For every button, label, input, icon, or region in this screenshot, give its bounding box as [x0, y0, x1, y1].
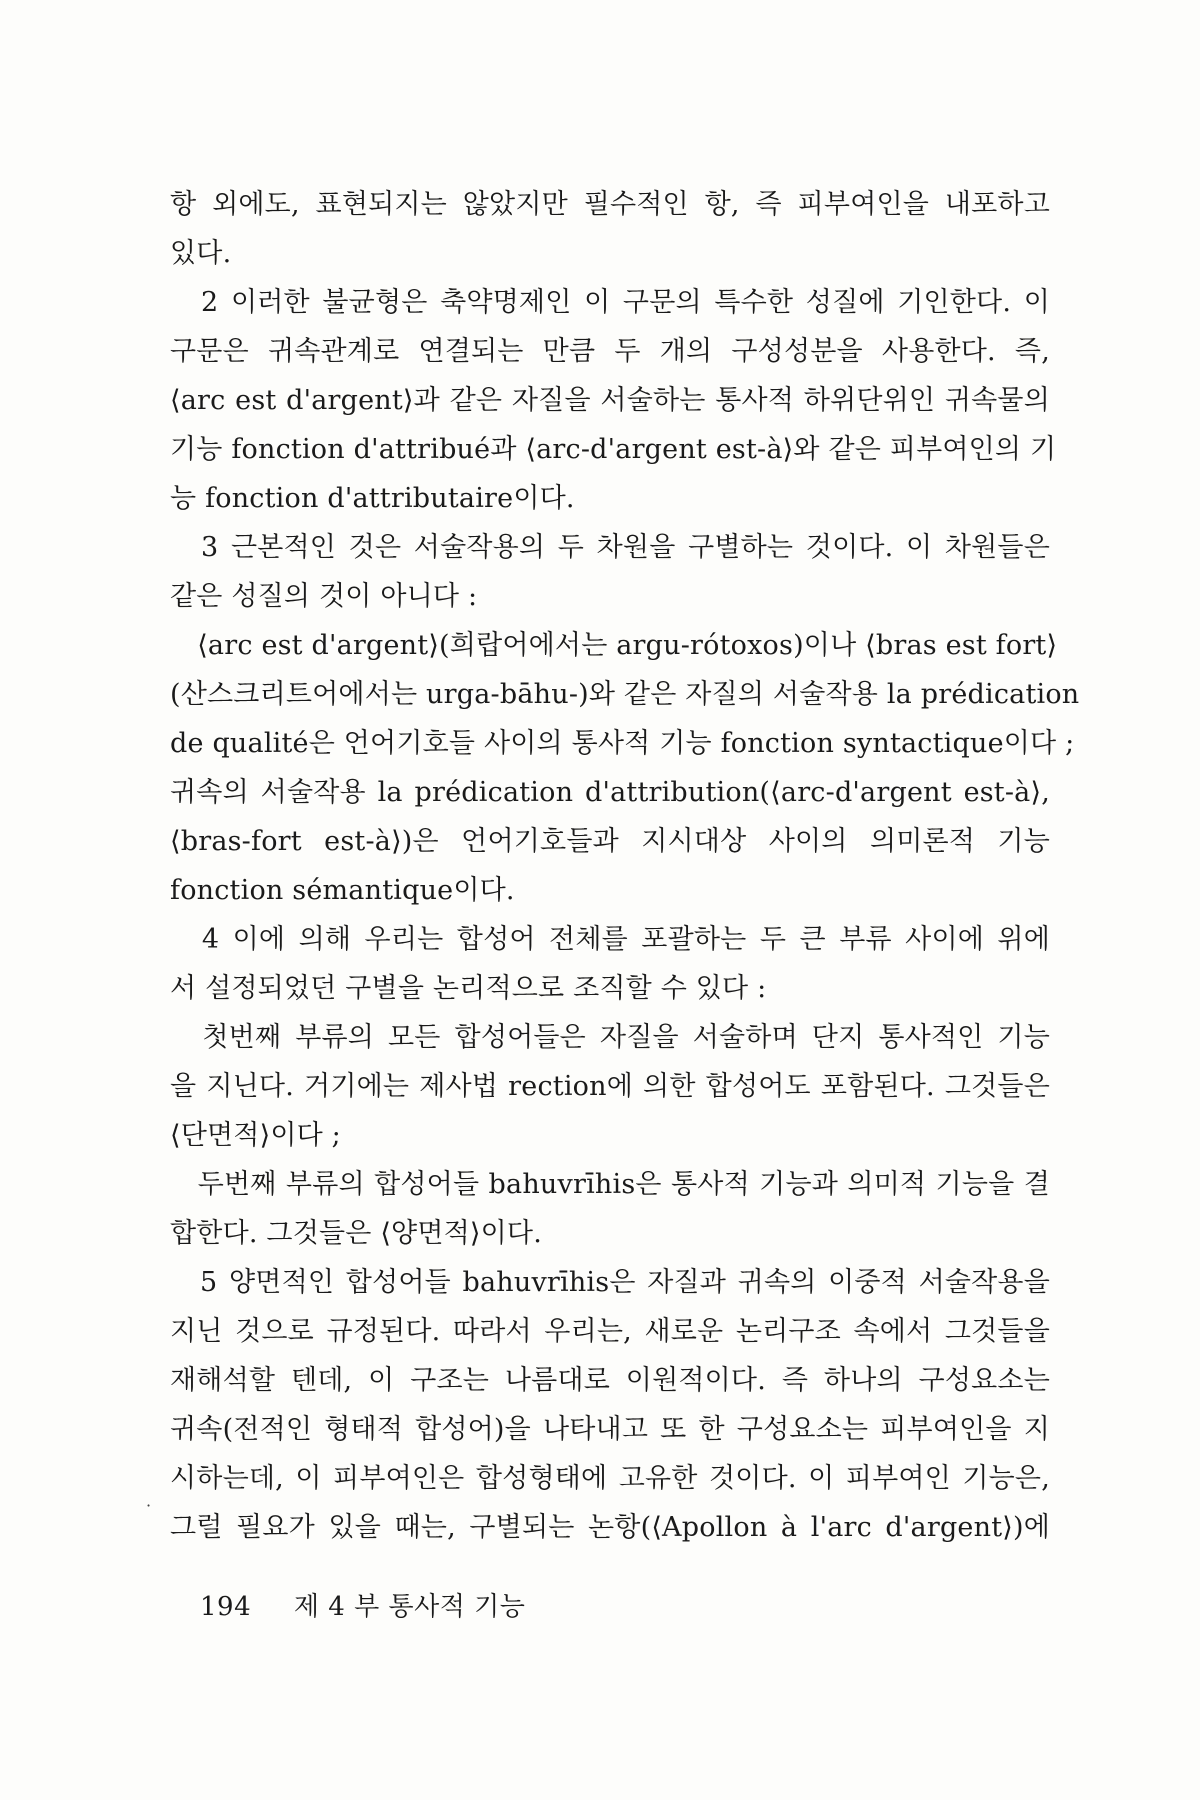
text-line: fonction sémantique이다. — [170, 875, 515, 906]
text-line: 같은 성질의 것이 아니다 : — [170, 581, 478, 612]
text-line: ⟨단면적⟩이다 ; — [170, 1120, 341, 1151]
text-line: 5 양면적인 합성어들 bahuvrīhis은 자질과 귀속의 이중적 서술작용을 — [170, 1267, 1050, 1298]
running-title: 제 4 부 통사적 기능 — [293, 1592, 526, 1622]
text-line: 항 외에도, 표현되지는 않았지만 필수적인 항, 즉 피부여인을 내포하고 — [170, 189, 1050, 220]
text-line: 능 fonction d'attributaire이다. — [170, 483, 575, 514]
text-line: ⟨bras-fort est-à⟩)은 언어기호들과 지시대상 사이의 의미론적 기능 — [170, 826, 1050, 857]
margin-mark: · — [146, 1496, 152, 1515]
text-line: 4 이에 의해 우리는 합성어 전체를 포괄하는 두 큰 부류 사이에 위에 — [170, 924, 1050, 955]
text-line: 첫번째 부류의 모든 합성어들은 자질을 서술하며 단지 통사적인 기능 — [170, 1022, 1050, 1053]
page-body — [170, 180, 1080, 1552]
text-line: 있다. — [170, 238, 232, 269]
text-line: 그럴 필요가 있을 때는, 구별되는 논항(⟨Apollon à l'arc d'argent⟩)에 — [170, 1512, 1050, 1543]
text-line: 재해석할 텐데, 이 구조는 나름대로 이원적이다. 즉 하나의 구성요소는 — [170, 1365, 1050, 1396]
text-line: 합한다. 그것들은 ⟨양면적⟩이다. — [170, 1218, 542, 1249]
text-line: (산스크리트어에서는 urga-bāhu-)와 같은 자질의 서술작용 la prédication — [170, 679, 1080, 710]
text-line: 귀속(전적인 형태적 합성어)을 나타내고 또 한 구성요소는 피부여인을 지 — [170, 1414, 1050, 1445]
text-line: 시하는데, 이 피부여인은 합성형태에 고유한 것이다. 이 피부여인 기능은, — [170, 1463, 1050, 1494]
page-number: 194 — [200, 1592, 252, 1622]
text-line: 기능 fonction d'attribué과 ⟨arc-d'argent est-à⟩와 같은 피부여인의 기 — [170, 434, 1057, 465]
text-line: 서 설정되었던 구별을 논리적으로 조직할 수 있다 : — [170, 973, 767, 1004]
text-line: 귀속의 서술작용 la prédication d'attribution(⟨arc-d'argent est-à⟩, — [170, 777, 1050, 808]
text-line: 2 이러한 불균형은 축약명제인 이 구문의 특수한 성질에 기인한다. 이 — [170, 287, 1050, 318]
text-line: 3 근본적인 것은 서술작용의 두 차원을 구별하는 것이다. 이 차원들은 — [170, 532, 1050, 563]
text-line: 구문은 귀속관계로 연결되는 만큼 두 개의 구성성분을 사용한다. 즉, — [170, 336, 1050, 367]
text-line: 을 지닌다. 거기에는 제사법 rection에 의한 합성어도 포함된다. 그것들은 — [170, 1071, 1050, 1102]
page-footer — [200, 1586, 525, 1623]
text-line: 지닌 것으로 규정된다. 따라서 우리는, 새로운 논리구조 속에서 그것들을 — [170, 1316, 1050, 1347]
text-line: ⟨arc est d'argent⟩과 같은 자질을 서술하는 통사적 하위단위인 귀속물의 — [170, 385, 1050, 416]
text-line: ⟨arc est d'argent⟩(희랍어에서는 argu-rótoxos)이나 ⟨bras est fort⟩ — [170, 630, 1058, 661]
text-line: de qualité은 언어기호들 사이의 통사적 기능 fonction syntactique이다 ; — [170, 728, 1075, 759]
text-line: 두번째 부류의 합성어들 bahuvrīhis은 통사적 기능과 의미적 기능을 결 — [170, 1169, 1050, 1200]
